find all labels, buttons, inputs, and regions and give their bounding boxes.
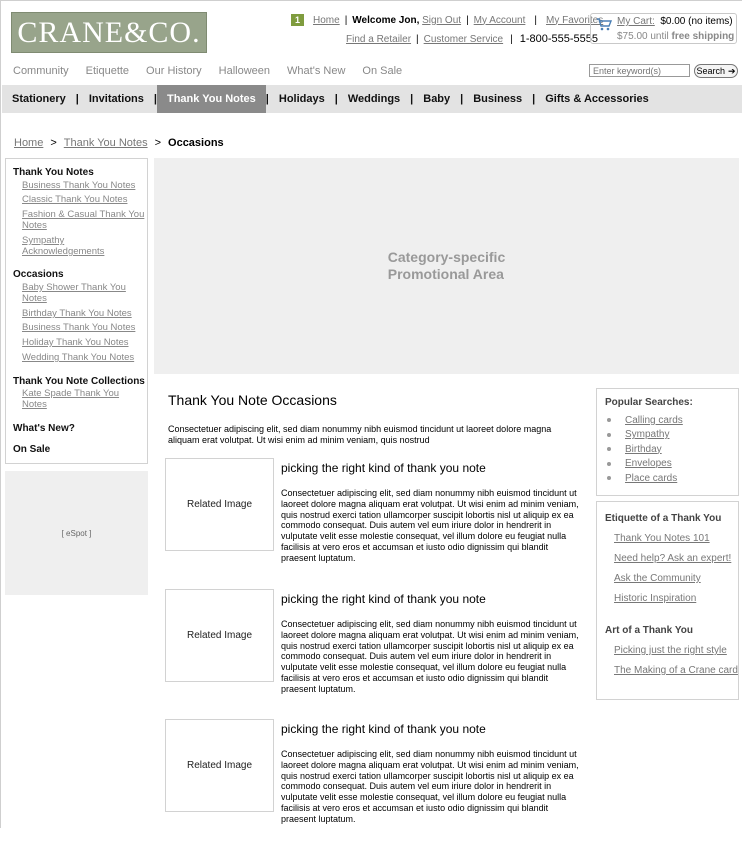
nav-gifts-accessories[interactable]: Gifts & Accessories bbox=[545, 93, 649, 105]
article-title: picking the right kind of thank you note bbox=[281, 722, 486, 736]
welcome-text bbox=[352, 15, 419, 26]
related-image[interactable]: Related Image bbox=[165, 719, 274, 812]
popular-searches-title: Popular Searches: bbox=[605, 397, 693, 408]
customer-service-link[interactable]: Customer Service bbox=[423, 33, 504, 45]
art-making-crane-card[interactable]: The Making of a Crane card bbox=[614, 665, 738, 676]
cart-icon bbox=[596, 17, 612, 31]
popular-envelopes[interactable]: Envelopes bbox=[625, 458, 672, 470]
breadcrumb-home[interactable]: Home bbox=[14, 137, 44, 149]
nav-thank-you-notes[interactable]: Thank You Notes bbox=[157, 85, 266, 113]
espot: [ eSpot ] bbox=[5, 471, 148, 595]
leftnav-birthday[interactable]: Birthday Thank You Notes bbox=[22, 308, 132, 319]
article-body: Consectetuer adipiscing elit, sed diam nonummy nibh euismod tincidunt ut laoreet dolore magna aliquam erat volutpat. Ut wisi enim ad minim veniam, quis nostrud exerci tation ullamcorper suscipit lobortis nisl ut aliquip ex ea commodo consequat. Duis autem vel eum iriure dolor in hendrerit in vulputate velit esse molestie consequat, vel illum dolore eu feugiat nulla facilisis at vero eros et accumsan et iusto odio dignissim qui blandit praesent luptatum. bbox=[281, 488, 579, 563]
related-image[interactable]: Related Image bbox=[165, 589, 274, 682]
etiquette-ask-expert[interactable]: Need help? Ask an expert! bbox=[614, 553, 732, 564]
article-title: picking the right kind of thank you note bbox=[281, 461, 486, 475]
popular-place-cards[interactable]: Place cards bbox=[625, 472, 678, 484]
leftnav-wedding[interactable]: Wedding Thank You Notes bbox=[22, 352, 135, 363]
promo-area[interactable] bbox=[154, 158, 739, 374]
related-image[interactable]: Related Image bbox=[165, 458, 274, 551]
leftnav-collections[interactable]: Thank You Note Collections bbox=[13, 376, 145, 387]
leftnav-kate-spade[interactable]: Kate Spade Thank You Notes bbox=[22, 388, 120, 410]
mini-cart[interactable] bbox=[590, 13, 737, 44]
bullet-icon bbox=[607, 418, 611, 422]
nav-divider: | bbox=[410, 93, 414, 105]
subnav-etiquette[interactable]: Etiquette bbox=[85, 65, 130, 77]
page-bottom bbox=[0, 828, 742, 844]
article-body: Consectetuer adipiscing elit, sed diam nonummy nibh euismod tincidunt ut laoreet dolore magna aliquam erat volutpat. Ut wisi enim ad minim veniam, quis nostrud exerci tation ullamcorper suscipit lobortis nisl ut aliquip ex ea commodo consequat. Duis autem vel eum iriure dolor in hendrerit in vulputate velit esse molestie consequat, vel illum dolore eu feugiat nulla facilisis at vero eros et accumsan et iusto odio dignissim qui blandit praesent luptatum. bbox=[281, 619, 579, 694]
nav-stationery[interactable]: Stationery bbox=[12, 93, 66, 105]
left-nav bbox=[5, 158, 148, 464]
breadcrumb bbox=[14, 137, 224, 149]
my-favorites-link[interactable]: My Favorites bbox=[545, 14, 604, 26]
promo-line-1: Category-specific bbox=[387, 249, 506, 265]
subnav-halloween[interactable]: Halloween bbox=[218, 65, 271, 77]
nav-divider: | bbox=[153, 93, 157, 105]
bullet-icon bbox=[607, 447, 611, 451]
leftnav-classic-thank-you[interactable]: Classic Thank You Notes bbox=[22, 194, 128, 205]
list-item bbox=[605, 471, 683, 486]
logo-text: CRANE&CO. bbox=[17, 15, 201, 49]
popular-sympathy[interactable]: Sympathy bbox=[625, 429, 670, 441]
page-title: Thank You Note Occasions bbox=[168, 392, 337, 408]
phone-number: 1-800-555-5555 bbox=[519, 33, 599, 45]
list-item bbox=[605, 428, 683, 443]
cart-summary bbox=[617, 16, 733, 27]
find-retailer-link[interactable]: Find a Retailer bbox=[346, 33, 412, 45]
article bbox=[165, 719, 585, 828]
article bbox=[165, 458, 585, 568]
nav-divider: | bbox=[265, 93, 269, 105]
nav-weddings[interactable]: Weddings bbox=[347, 93, 401, 105]
list-item bbox=[605, 442, 683, 457]
promo-line-2: Promotional Area bbox=[387, 266, 504, 282]
secondary-nav bbox=[13, 65, 419, 77]
sign-out-link[interactable]: Sign Out bbox=[422, 14, 462, 26]
art-picking-style[interactable]: Picking just the right style bbox=[614, 645, 727, 656]
leftnav-baby-shower[interactable]: Baby Shower Thank You Notes bbox=[22, 282, 126, 304]
leftnav-sympathy[interactable]: Sympathy Acknowledgements bbox=[22, 235, 105, 257]
shipping-message bbox=[617, 31, 734, 42]
leftnav-whats-new[interactable]: What's New? bbox=[13, 423, 75, 434]
notification-badge[interactable]: 1 bbox=[291, 14, 304, 26]
separator: | bbox=[416, 33, 419, 45]
leftnav-business-occasion[interactable]: Business Thank You Notes bbox=[22, 322, 136, 333]
list-item bbox=[605, 457, 683, 472]
article-body: Consectetuer adipiscing elit, sed diam nonummy nibh euismod tincidunt ut laoreet dolore magna aliquam erat volutpat. Ut wisi enim ad minim veniam, quis nostrud exerci tation ullamcorper suscipit lobortis nisl ut aliquip ex ea commodo consequat. Duis autem vel eum iriure dolor in hendrerit in vulputate velit esse molestie consequat, vel illum dolore eu feugiat nulla facilisis at vero eros et accumsan et iusto odio dignissim qui blandit praesent luptatum. bbox=[281, 749, 579, 824]
breadcrumb-current: Occasions bbox=[168, 137, 224, 149]
popular-searches-list bbox=[605, 413, 683, 486]
utility-links bbox=[291, 14, 603, 26]
list-item bbox=[605, 413, 683, 428]
separator: | bbox=[510, 33, 513, 45]
separator: | bbox=[344, 14, 348, 26]
breadcrumb-separator: > bbox=[50, 137, 57, 149]
leftnav-business-thank-you[interactable]: Business Thank You Notes bbox=[22, 180, 136, 191]
nav-invitations[interactable]: Invitations bbox=[88, 93, 144, 105]
etiquette-historic-inspiration[interactable]: Historic Inspiration bbox=[614, 593, 697, 604]
article bbox=[165, 589, 585, 699]
nav-baby[interactable]: Baby bbox=[423, 93, 451, 105]
utility-links-2 bbox=[346, 33, 598, 45]
search-button[interactable] bbox=[694, 64, 738, 78]
subnav-on-sale[interactable]: On Sale bbox=[362, 65, 403, 77]
nav-divider: | bbox=[75, 93, 79, 105]
nav-divider: | bbox=[460, 93, 464, 105]
intro-text: Consectetuer adipiscing elit, sed diam nonummy nibh euismod tincidunt ut laoreet dolore magna aliquam erat volutpat. Ut wisi enim ad minim veniam, quis nostrud bbox=[168, 424, 552, 445]
popular-searches bbox=[596, 388, 739, 496]
bullet-icon bbox=[607, 433, 611, 437]
promo-text bbox=[388, 249, 505, 283]
separator: | bbox=[534, 14, 537, 26]
art-title: Art of a Thank You bbox=[605, 625, 693, 636]
etiquette-title: Etiquette of a Thank You bbox=[605, 513, 722, 524]
subnav-community[interactable]: Community bbox=[13, 65, 69, 77]
shipping-amount: $75.00 until bbox=[617, 31, 669, 42]
main-nav bbox=[2, 85, 742, 113]
nav-divider: | bbox=[532, 93, 536, 105]
leftnav-fashion-casual[interactable]: Fashion & Casual Thank You Notes bbox=[22, 209, 145, 231]
subnav-our-history[interactable]: Our History bbox=[146, 65, 202, 77]
breadcrumb-thank-you-notes[interactable]: Thank You Notes bbox=[63, 137, 148, 149]
crane-logo[interactable] bbox=[11, 12, 207, 53]
article-title: picking the right kind of thank you note bbox=[281, 592, 486, 606]
leftnav-thank-you-notes[interactable]: Thank You Notes bbox=[13, 167, 94, 178]
home-link[interactable]: Home bbox=[313, 14, 340, 26]
popular-birthday[interactable]: Birthday bbox=[625, 443, 662, 455]
search-button-label: Search bbox=[696, 66, 725, 76]
search-input[interactable] bbox=[589, 64, 690, 77]
etiquette-box bbox=[596, 501, 739, 700]
leftnav-on-sale[interactable]: On Sale bbox=[13, 444, 51, 455]
separator: | bbox=[466, 14, 469, 26]
etiquette-thank-you-101[interactable]: Thank You Notes 101 bbox=[614, 533, 710, 544]
nav-business[interactable]: Business bbox=[473, 93, 523, 105]
cart-value: $0.00 (no items) bbox=[660, 16, 733, 27]
bullet-icon bbox=[607, 476, 611, 480]
nav-holidays[interactable]: Holidays bbox=[278, 93, 325, 105]
leftnav-holiday[interactable]: Holiday Thank You Notes bbox=[22, 337, 129, 348]
leftnav-occasions[interactable]: Occasions bbox=[13, 269, 64, 280]
arrow-right-icon: ➔ bbox=[727, 65, 736, 76]
welcome-label: Welcome Jon, bbox=[352, 14, 420, 26]
subnav-whats-new[interactable]: What's New bbox=[287, 65, 346, 77]
my-cart-link[interactable]: My Cart: bbox=[617, 16, 655, 27]
nav-divider: | bbox=[334, 93, 338, 105]
popular-calling-cards[interactable]: Calling cards bbox=[625, 414, 683, 426]
free-shipping-label: free shipping bbox=[671, 31, 735, 42]
etiquette-ask-community[interactable]: Ask the Community bbox=[614, 573, 701, 584]
breadcrumb-separator: > bbox=[154, 137, 162, 149]
bullet-icon bbox=[607, 462, 611, 466]
my-account-link[interactable]: My Account bbox=[473, 14, 526, 26]
